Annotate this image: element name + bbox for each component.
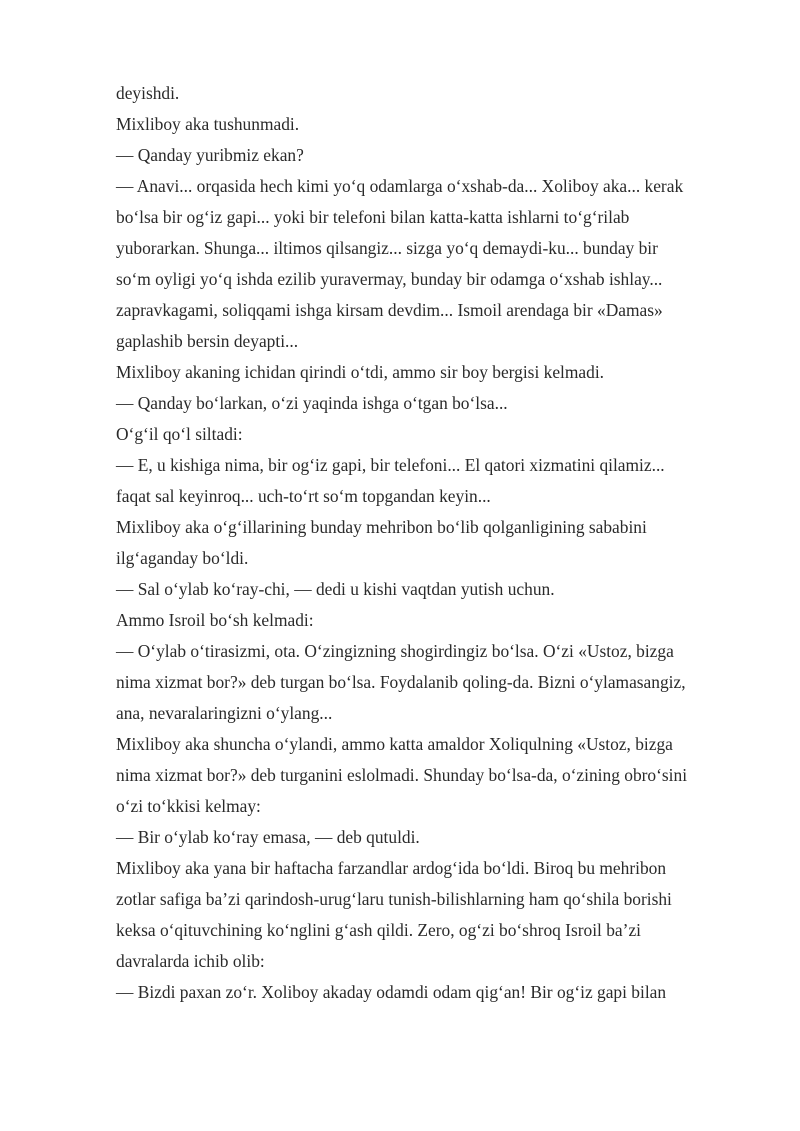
text-line: — Anavi... orqasida hech kimi yo‘q odamlarga o‘xshab-da... Xoliboy aka... kerak bbox=[116, 176, 684, 196]
text-line: Mixliboy aka yana bir haftacha farzandlar ardog‘ida bo‘ldi. Biroq bu mehribon bbox=[116, 858, 667, 878]
text-line: — Qanday bo‘larkan, o‘zi yaqinda ishga o‘tgan bo‘lsa... bbox=[116, 393, 508, 413]
text-line: yuborarkan. Shunga... iltimos qilsangiz... sizga yo‘q demaydi-ku... bunday bir bbox=[116, 238, 658, 258]
text-line: zapravkagami, soliqqami ishga kirsam devdim... Ismoil arendaga bir «Damas» bbox=[116, 300, 663, 320]
text-line: deyishdi. bbox=[116, 83, 180, 103]
text-line: ana, nevaralaringizni o‘ylang... bbox=[116, 703, 333, 723]
text-line: Mixliboy aka shuncha o‘ylandi, ammo katta amaldor Xoliqulning «Ustoz, bizga bbox=[116, 734, 673, 754]
text-line: o‘zi to‘kkisi kelmay: bbox=[116, 796, 261, 816]
text-line: — Qanday yuribmiz ekan? bbox=[116, 145, 304, 165]
text-line: so‘m oyligi yo‘q ishda ezilib yuravermay, bunday bir odamga o‘xshab ishlay... bbox=[116, 269, 663, 289]
text-line: — O‘ylab o‘tirasizmi, ota. O‘zingizning shogirdingiz bo‘lsa. O‘zi «Ustoz, bizga bbox=[116, 641, 674, 661]
text-line: bo‘lsa bir og‘iz gapi... yoki bir telefoni bilan katta-katta ishlarni to‘g‘rilab bbox=[116, 207, 630, 227]
text-line: O‘g‘il qo‘l siltadi: bbox=[116, 424, 243, 444]
text-line: davralarda ichib olib: bbox=[116, 951, 265, 971]
text-line: gaplashib bersin deyapti... bbox=[116, 331, 299, 351]
text-line: — E, u kishiga nima, bir og‘iz gapi, bir telefoni... El qatori xizmatini qilamiz... bbox=[116, 455, 665, 475]
text-line: Mixliboy aka tushunmadi. bbox=[116, 114, 300, 134]
text-line: Mixliboy aka o‘g‘illarining bunday mehribon bo‘lib qolganligining sababini bbox=[116, 517, 647, 537]
text-line: Mixliboy akaning ichidan qirindi o‘tdi, ammo sir boy bergisi kelmadi. bbox=[116, 362, 604, 382]
text-line: faqat sal keyinroq... uch-to‘rt so‘m topgandan keyin... bbox=[116, 486, 491, 506]
text-line: nima xizmat bor?» deb turgan bo‘lsa. Foydalanib qoling-da. Bizni o‘ylamasangiz, bbox=[116, 672, 686, 692]
text-line: Ammo Isroil bo‘sh kelmadi: bbox=[116, 610, 314, 630]
text-body bbox=[116, 78, 736, 1008]
text-line: ilg‘aganday bo‘ldi. bbox=[116, 548, 249, 568]
text-line: keksa o‘qituvchining ko‘nglini g‘ash qildi. Zero, og‘zi bo‘shroq Isroil ba’zi bbox=[116, 920, 641, 940]
text-line: — Bir o‘ylab ko‘ray emasa, — deb qutuldi. bbox=[116, 827, 420, 847]
text-line: — Bizdi paxan zo‘r. Xoliboy akaday odamdi odam qig‘an! Bir og‘iz gapi bilan bbox=[116, 982, 667, 1002]
text-line: — Sal o‘ylab ko‘ray-chi, — dedi u kishi vaqtdan yutish uchun. bbox=[116, 579, 555, 599]
text-line: zotlar safiga ba’zi qarindosh-urug‘laru tunish-bilishlarning ham qo‘shila borishi bbox=[116, 889, 672, 909]
text-line: nima xizmat bor?» deb turganini eslolmadi. Shunday bo‘lsa-da, o‘zining obro‘sini bbox=[116, 765, 688, 785]
